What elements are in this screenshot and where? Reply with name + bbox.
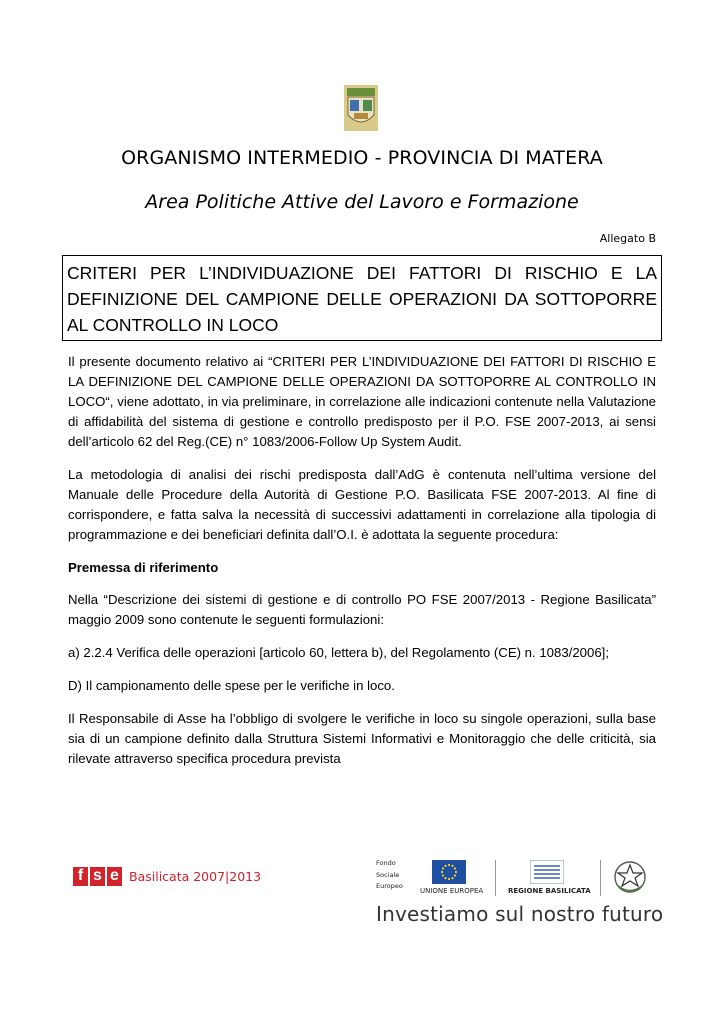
paragraph: Nella “Descrizione dei sistemi di gestione e di controllo PO FSE 2007/2013 - Regione Basilicata” maggio 2009 sono contenute le seguenti formulazioni: <box>68 592 656 627</box>
footer-slogan: Investiamo sul nostro futuro <box>376 902 664 926</box>
italian-republic-emblem-icon <box>612 858 648 896</box>
fondo-line: Sociale <box>376 870 400 879</box>
fse-letter: e <box>107 867 122 886</box>
eu-flag-icon <box>432 860 466 884</box>
footer-divider <box>600 860 601 896</box>
fse-letter: f <box>73 867 88 886</box>
fondo-line: Fondo <box>376 859 396 867</box>
fse-subtitle: Basilicata 2007|2013 <box>129 868 262 884</box>
provincia-crest-icon <box>344 85 378 131</box>
region-label: REGIONE BASILICATA <box>508 887 591 895</box>
regione-basilicata-flag-icon <box>530 860 564 884</box>
paragraph: Il presente documento relativo ai “CRITERI PER L’INDIVIDUAZIONE DEI FATTORI DI RISCHIO E LA DEFINIZIONE DEL CAMPIONE DELLE OPERAZIONI DA SOTTOPORRE AL CONTROLLO IN LOCO“, viene adottato, in via preliminare, in correlazione alle indicazioni contenute nella Valutazione di affidabilità del sistema di gestione e controllo predisposto per il P.O. FSE 2007-2013, ai sensi dell’articolo 62 del Reg.(CE) n° 1083/2006-Follow Up System Audit. <box>68 354 656 449</box>
paragraph: a) 2.2.4 Verifica delle operazioni [articolo 60, lettera b), del Regolamento (CE) n. 1083/2006]; <box>68 645 610 660</box>
paragraph: La metodologia di analisi dei rischi predisposta dall’AdG è contenuta nell’ultima versione del Manuale delle Procedure della Autorità di Gestione P.O. Basilicata FSE 2007-2013. Al fine di corrispondere, e fatta salva la necessità di successivi adattamenti in correlazione alla tipologia di programmazione e dei beneficiari definita dall’O.I. è adottata la seguente procedura: <box>68 467 656 542</box>
fse-basilicata-logo <box>73 862 261 890</box>
fse-letter: s <box>90 867 105 886</box>
area-title: Area Politiche Attive del Lavoro e Formazione <box>145 191 579 213</box>
section-heading: Premessa di riferimento <box>68 560 219 575</box>
fondo-sociale-label <box>376 858 403 893</box>
fondo-line: Europeo <box>376 882 403 890</box>
attachment-label: Allegato B <box>599 232 656 245</box>
document-body <box>68 352 656 782</box>
paragraph: Il Responsabile di Asse ha l’obbligo di svolgere le verifiche in loco su singole operazioni, sulla base sia di un campione definito dalla Struttura Sistemi Informativi e Monitoraggio che delle criticità, sia rilevate attraverso specifica procedura prevista <box>68 711 656 766</box>
organization-title: ORGANISMO INTERMEDIO - PROVINCIA DI MATERA <box>121 147 603 169</box>
document-title-box: CRITERI PER L’INDIVIDUAZIONE DEI FATTORI DI RISCHIO E LA DEFINIZIONE DEL CAMPIONE DELLE OPERAZIONI DA SOTTOPORRE AL CONTROLLO IN LOCO <box>62 255 662 341</box>
eu-label: UNIONE EUROPEA <box>420 887 484 895</box>
paragraph: D) Il campionamento delle spese per le verifiche in loco. <box>68 678 395 693</box>
footer-divider <box>495 860 496 896</box>
